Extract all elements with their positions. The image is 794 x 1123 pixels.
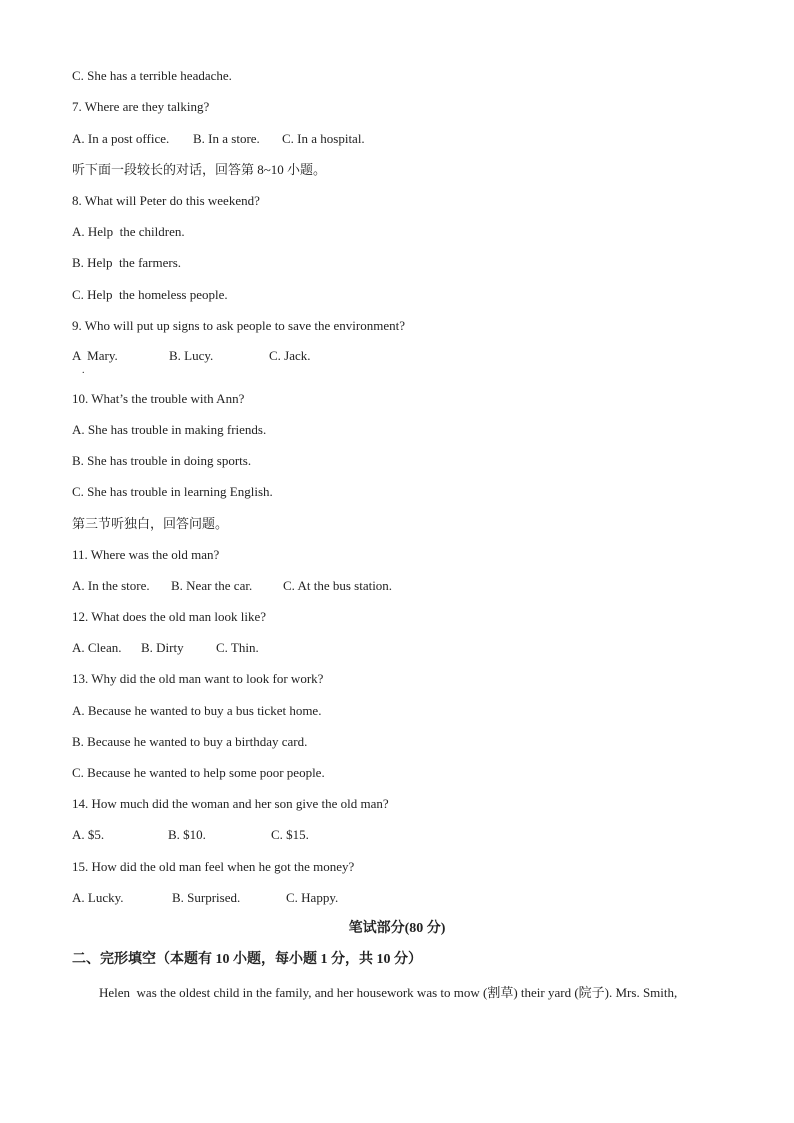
q12-option-c: C. Thin. [216, 640, 259, 655]
q10-option-a: A. She has trouble in making friends. [72, 422, 267, 437]
q9-option-a: A Mary. [72, 348, 118, 363]
q6-option-c: C. She has a terrible headache. [72, 68, 232, 83]
q11-option-a: A. In the store. [72, 578, 150, 593]
question-13: 13. Why did the old man want to look for work? [72, 671, 324, 686]
question-8: 8. What will Peter do this weekend? [72, 193, 260, 208]
stray-dot: . [82, 365, 85, 376]
q8-option-c: C. Help the homeless people. [72, 287, 228, 302]
q9-options [72, 348, 332, 364]
q8-option-a: A. Help the children. [72, 224, 185, 239]
q11-option-b: B. Near the car. [171, 578, 253, 593]
question-10: 10. What’s the trouble with Ann? [72, 391, 245, 406]
q10-option-c: C. She has trouble in learning English. [72, 484, 273, 499]
q12-options [72, 640, 272, 656]
question-9: 9. Who will put up signs to ask people to save the environment? [72, 318, 406, 333]
q14-option-b: B. $10. [168, 827, 206, 842]
q14-option-a: A. $5. [72, 827, 105, 842]
q15-option-a: A. Lucky. [72, 890, 124, 905]
q7-option-a: A. In a post office. [72, 131, 170, 146]
question-7: 7. Where are they talking? [72, 99, 210, 114]
q13-option-c: C. Because he wanted to help some poor people. [72, 765, 325, 780]
question-11: 11. Where was the old man? [72, 547, 220, 562]
q15-option-b: B. Surprised. [172, 890, 241, 905]
instruction-8-10: 听下面一段较长的对话，回答第 8~10 小题。 [72, 162, 327, 177]
q14-options [72, 827, 332, 843]
passage-first-line: Helen was the oldest child in the family, and her housework was to mow (割草) their yard (院子). Mrs. Smith, [99, 985, 678, 1000]
q12-option-b: B. Dirty [141, 640, 184, 655]
section-3-instruction: 第三节听独白，回答问题。 [72, 516, 229, 531]
q7-options [72, 131, 392, 147]
q15-option-c: C. Happy. [286, 890, 339, 905]
q13-option-a: A. Because he wanted to buy a bus ticket home. [72, 703, 322, 718]
question-15: 15. How did the old man feel when he got the money? [72, 859, 355, 874]
q7-option-c: C. In a hospital. [282, 131, 365, 146]
q7-option-b: B. In a store. [193, 131, 260, 146]
q14-option-c: C. $15. [271, 827, 309, 842]
written-part-heading: 笔试部分(80 分) [348, 921, 446, 936]
q13-option-b: B. Because he wanted to buy a birthday card. [72, 734, 308, 749]
q11-option-c: C. At the bus station. [283, 578, 393, 593]
q9-option-b: B. Lucy. [169, 348, 214, 363]
q9-option-c: C. Jack. [269, 348, 311, 363]
q15-options [72, 890, 352, 906]
section-2-heading: 二、完形填空（本题有 10 小题，每小题 1 分，共 10 分） [72, 952, 422, 967]
question-12: 12. What does the old man look like? [72, 609, 266, 624]
q8-option-b: B. Help the farmers. [72, 255, 182, 270]
question-14: 14. How much did the woman and her son give the old man? [72, 796, 389, 811]
q12-option-a: A. Clean. [72, 640, 122, 655]
q11-options [72, 578, 412, 594]
q10-option-b: B. She has trouble in doing sports. [72, 453, 252, 468]
